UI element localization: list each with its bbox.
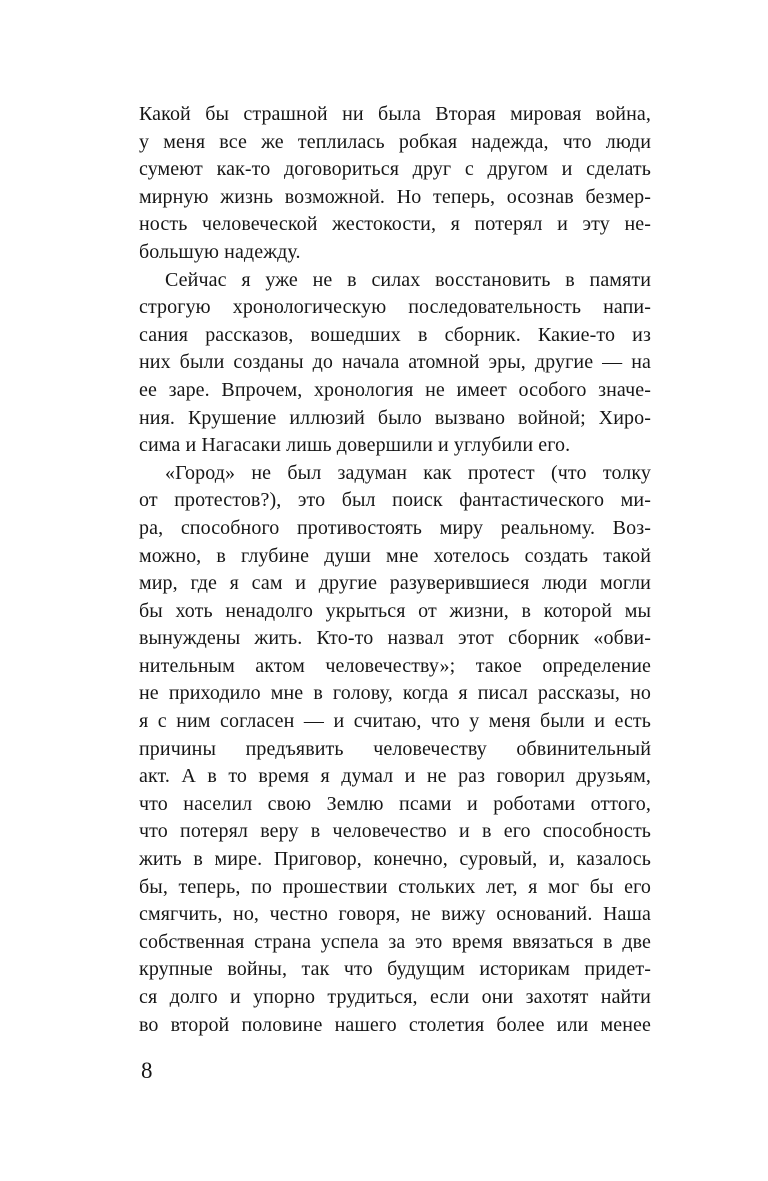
text-line: причины предъявить человечеству обвинительный — [139, 737, 651, 760]
text-line: ность человеческой жестокости, я потерял и эту не- — [139, 213, 651, 236]
paragraph — [139, 460, 651, 1039]
text-line: бы хоть ненадолго укрыться от жизни, в которой мы — [139, 599, 651, 622]
text-line: что населил свою Землю псами и роботами оттого, — [139, 792, 651, 815]
text-line: вынуждены жить. Кто-то назвал этот сборник «обви- — [139, 627, 651, 650]
text-line: большую надежду. — [139, 240, 301, 263]
text-line: ся долго и упорно трудиться, если они захотят найти — [139, 986, 651, 1008]
text-line: во второй половине нашего столетия более или менее — [139, 1013, 651, 1036]
text-line: сима и Нагасаки лишь довершили и углубили его. — [139, 434, 571, 457]
text-line: жить в мире. Приговор, конечно, суровый, и, казалось — [139, 848, 651, 871]
text-line: мирную жизнь возможной. Но теперь, осознав безмер- — [139, 185, 651, 208]
text-line: ее заре. Впрочем, хронология не имеет особого значе- — [139, 378, 651, 401]
text-line: них были созданы до начала атомной эры, другие — на — [139, 351, 651, 374]
text-line: сания рассказов, вошедших в сборник. Какие-то из — [139, 323, 651, 346]
text-line: Сейчас я уже не в силах восстановить в памяти — [165, 268, 651, 291]
text-line: я с ним согласен — и считаю, что у меня были и есть — [139, 710, 651, 733]
text-line: от протестов?), это был поиск фантастического ми- — [139, 489, 651, 512]
text-line: у меня все же теплилась робкая надежда, что люди — [139, 130, 651, 153]
text-line: смягчить, но, честно говоря, не вижу оснований. Наша — [139, 903, 651, 926]
text-line: что потерял веру в человечество и в его способность — [139, 820, 651, 843]
text-line: бы, теперь, по прошествии стольких лет, я мог бы его — [139, 875, 651, 898]
text-line: крупные войны, так что будущим историкам придет- — [139, 958, 651, 981]
text-line: собственная страна успела за это время ввязаться в две — [139, 930, 651, 953]
text-line: мир, где я сам и другие разуверившиеся люди могли — [139, 572, 651, 595]
page-number: 8 — [141, 1058, 153, 1083]
paragraph — [139, 101, 651, 267]
text-line: Какой бы страшной ни была Вторая мировая война, — [139, 103, 651, 125]
text-line: сумеют как-то договориться друг с другом и сделать — [139, 158, 651, 181]
text-line: акт. А в то время я думал и не раз говорил друзьям, — [139, 765, 651, 788]
text-line: строгую хронологическую последовательность напи- — [139, 296, 651, 319]
page-text-block — [139, 101, 651, 1039]
text-line: ра, способного противостоять миру реальному. Воз- — [139, 516, 651, 539]
text-line: не приходило мне в голову, когда я писал рассказы, но — [139, 682, 651, 705]
text-line: можно, в глубине души мне хотелось создать такой — [139, 544, 651, 567]
text-line: нительным актом человечеству»; такое определение — [139, 654, 651, 677]
text-line: «Город» не был задуман как протест (что толку — [165, 461, 651, 484]
text-line: ния. Крушение иллюзий было вызвано войной; Хиро- — [139, 406, 651, 429]
paragraph — [139, 267, 651, 460]
